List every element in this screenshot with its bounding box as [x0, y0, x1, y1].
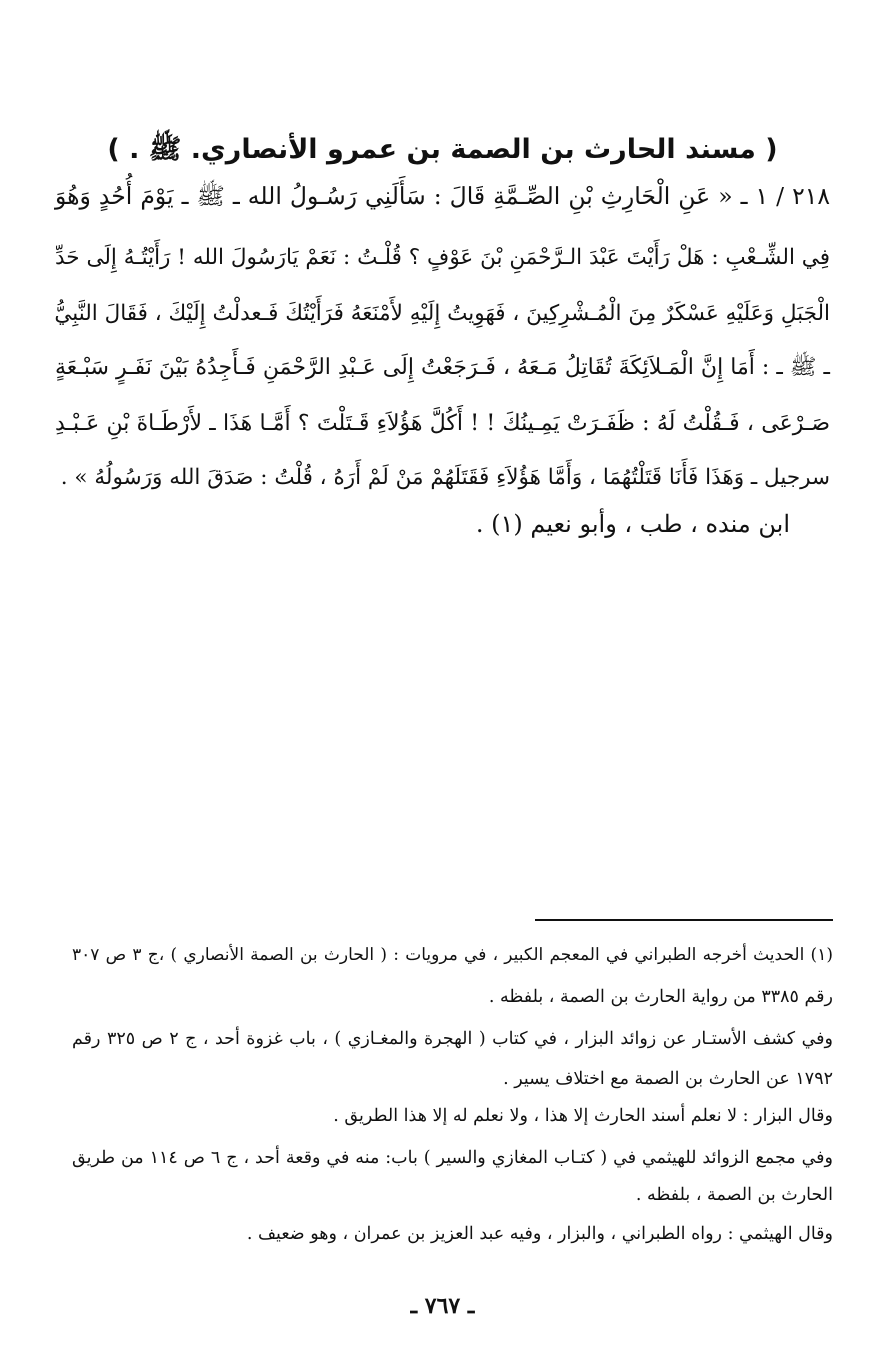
footnote-line-2: رقم ٣٣٨٥ من رواية الحارث بن الصمة ، بلفظه .: [488, 987, 833, 1007]
hadith-line-6: سرجيل ـ وَهَذَا فَأَنَا قَتَلْتُهُمَا ، وَأَمَّا هَؤُلاَءِ فَقَتَلَهُمْ مَنْ لَمْ أَرَهُ ، قُلْتُ : صَدَقَ الله وَرَسُولُهُ » .: [60, 465, 830, 490]
chapter-heading: ( مسند الحارث بن الصمة بن عمرو الأنصاري. ﷺ . ): [107, 134, 778, 165]
footnote-line-3: وفي كشف الأستـار عن زوائد البزار ، في كتاب ( الهجرة والمغـازي ) ، باب غزوة أحد ، ج ٢ ص ٣٢٥ رقم: [72, 1029, 834, 1049]
footnote-line-8: وقال الهيثمي : رواه الطبراني ، والبزار ، وفيه عبد العزيز بن عمران ، وهو ضعيف .: [246, 1224, 833, 1244]
page-number: ـ ٧٦٧ ـ: [410, 1293, 475, 1319]
footnote-separator: [535, 919, 833, 921]
hadith-line-3: الْجَبَلِ وَعَلَيْهِ عَسْكَرٌ مِنَ الْمُـشْرِكِينَ ، فَهَوِيتُ إِلَيْهِ لأَمْنَعَهُ فَرَأَيْتُكَ فَـعدلْتُ إِلَيْكَ ، فَقَالَ النَّبِيُّ: [54, 301, 830, 326]
hadith-line-1: ٢١٨ / ١ ـ « عَنِ الْحَارِثِ بْنِ الصِّـمَّةِ قَالَ : سَأَلَنِي رَسُـولُ الله ـ ﷺ ـ يَوْمَ أُحُدٍ وَهُوَ: [55, 182, 830, 210]
hadith-line-4: ـ ﷺ ـ : أَمَا إِنَّ الْمَـلاَئِكَةَ تُقَاتِلُ مَـعَهُ ، فَـرَجَعْتُ إِلَى عَـبْدِ الرَّحْمَنِ فَـأَجِدُهُ بَيْنَ نَفَـرٍ سَبْـعَةٍ: [55, 355, 830, 380]
footnote-line-1: (١) الحديث أخرجه الطبراني في المعجم الكبير ، في مرويات : ( الحارث بن الصمة الأنصاري ) ،ج ٣ ص ٣٠٧: [72, 945, 833, 965]
footnote-line-6: وفي مجمع الزوائد للهيثمي في ( كتـاب المغازي والسير ) باب: منه في وقعة أحد ، ج ٦ ص ١١٤ من طريق: [72, 1148, 833, 1168]
footnote-line-7: الحارث بن الصمة ، بلفظه .: [635, 1185, 833, 1205]
footnote-line-4: ١٧٩٢ عن الحارث بن الصمة مع اختلاف يسير .: [503, 1069, 833, 1089]
hadith-line-2: فِي الشِّـعْبِ : هَلْ رَأَيْتَ عَبْدَ الـرَّحْمَنِ بْنَ عَوْفٍ ؟ قُلْـتُ : نَعَمْ يَارَسُولَ الله ! رَأَيْتُـهُ إِلَى حَدِّ: [55, 245, 830, 270]
hadith-sources: ابن منده ، طب ، وأبو نعيم (١) .: [475, 510, 790, 538]
footnote-line-5: وقال البزار : لا نعلم أسند الحارث إلا هذا ، ولا نعلم له إلا هذا الطريق .: [333, 1106, 833, 1126]
hadith-line-5: صَـرْعَى ، فَـقُلْتُ لَهُ : ظَفَـرَتْ يَمِـينُكَ ! ! أَكُلَّ هَؤُلاَءِ قَـتَلْتَ ؟ أَمَّـا هَذَا ـ لأَرْطَـاةَ بْنِ عَـبْـدِ: [55, 411, 830, 436]
